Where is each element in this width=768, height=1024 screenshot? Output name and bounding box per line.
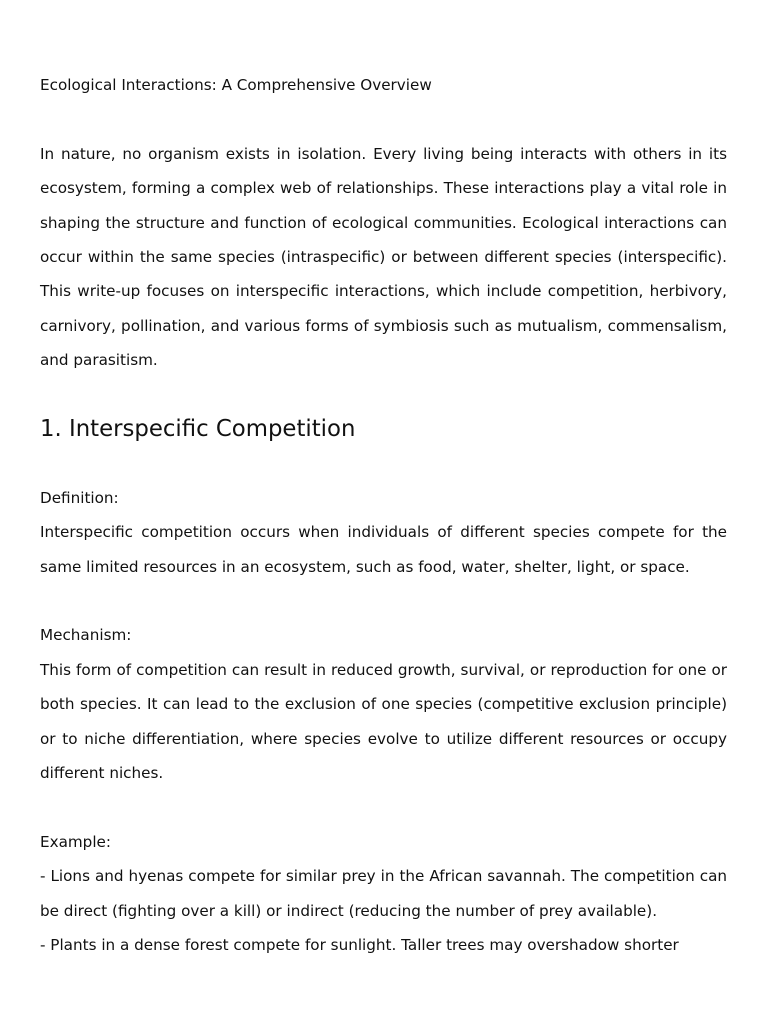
example-item: - Plants in a dense forest compete for sunlight. Taller trees may overshadow shorter (40, 936, 679, 955)
mechanism-label: Mechanism: (40, 626, 132, 645)
mechanism-text: This form of competition can result in reduced growth, survival, or reproduction for one or both species. It can lead to the exclusion of one species (competitive exclusion principle) or to niche differentiation, where species evolve to utilize different resources or occupy different niches. (40, 660, 727, 783)
intro-paragraph: In nature, no organism exists in isolation. Every living being interacts with others in its ecosystem, forming a complex web of relationships. These interactions play a vital role in shaping the structure and function of ecological communities. Ecological interactions can occur within the same species (intraspecific) or between different species (interspecific). This write-up focuses on interspecific interactions, which include competition, herbivory, carnivory, pollination, and various forms of symbiosis such as mutualism, commensalism, and parasitism. (40, 144, 727, 370)
example-item: - Lions and hyenas compete for similar prey in the African savannah. The competition can be direct (fighting over a kill) or indirect (reducing the number of prey available). (40, 867, 727, 920)
section-heading: 1. Interspecific Competition (40, 416, 356, 443)
definition-block (40, 481, 727, 584)
definition-label: Definition: (40, 488, 119, 507)
mechanism-block (40, 618, 727, 790)
example-label: Example: (40, 832, 112, 851)
definition-text: Interspecific competition occurs when individuals of different species compete for the same limited resources in an ecosystem, such as food, water, shelter, light, or space. (40, 523, 727, 576)
document-page (40, 68, 727, 997)
document-title: Ecological Interactions: A Comprehensive Overview (40, 76, 432, 94)
example-block (40, 825, 727, 963)
